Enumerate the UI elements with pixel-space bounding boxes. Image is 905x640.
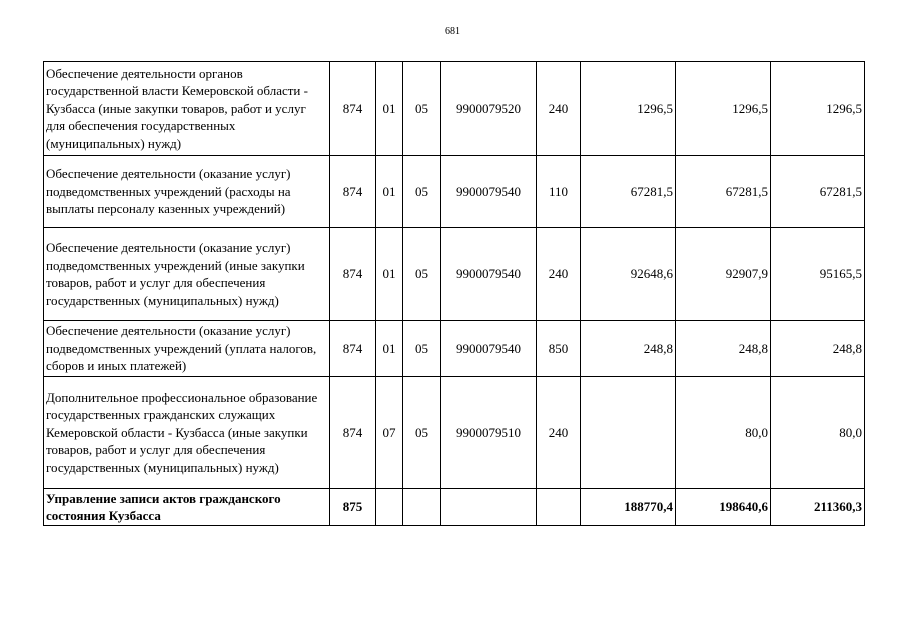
section-code-cell: 07 [376, 377, 403, 489]
expense-type-code-cell [537, 489, 581, 526]
table-row [44, 321, 865, 377]
amount-year3-cell: 80,0 [771, 377, 865, 489]
subsection-code-cell: 05 [403, 377, 441, 489]
department-code-cell: 875 [330, 489, 376, 526]
row-name-cell: Обеспечение деятельности (оказание услуг) подведомственных учреждений (расходы на выплаты персоналу казенных учреждений) [44, 156, 330, 228]
subsection-code-cell [403, 489, 441, 526]
subsection-code-cell: 05 [403, 321, 441, 377]
target-item-code-cell: 9900079510 [441, 377, 537, 489]
row-name-cell: Обеспечение деятельности (оказание услуг) подведомственных учреждений (уплата налогов, сборов и иных платежей) [44, 321, 330, 377]
amount-year2-cell: 92907,9 [676, 228, 771, 321]
target-item-code-cell: 9900079540 [441, 228, 537, 321]
department-code-cell: 874 [330, 321, 376, 377]
amount-year1-cell: 248,8 [581, 321, 676, 377]
amount-year3-cell: 211360,3 [771, 489, 865, 526]
row-name-cell: Обеспечение деятельности (оказание услуг) подведомственных учреждений (иные закупки товаров, работ и услуг для обеспечения государственных (муниципальных) нужд) [44, 228, 330, 321]
subsection-code-cell: 05 [403, 228, 441, 321]
section-code-cell: 01 [376, 156, 403, 228]
department-code-cell: 874 [330, 377, 376, 489]
amount-year2-cell: 248,8 [676, 321, 771, 377]
department-code-cell: 874 [330, 228, 376, 321]
section-code-cell: 01 [376, 228, 403, 321]
amount-year3-cell: 95165,5 [771, 228, 865, 321]
amount-year2-cell: 1296,5 [676, 62, 771, 156]
amount-year1-cell [581, 377, 676, 489]
table-row-total [44, 489, 865, 526]
amount-year2-cell: 67281,5 [676, 156, 771, 228]
expense-type-code-cell: 240 [537, 62, 581, 156]
target-item-code-cell: 9900079520 [441, 62, 537, 156]
amount-year3-cell: 248,8 [771, 321, 865, 377]
amount-year1-cell: 67281,5 [581, 156, 676, 228]
department-code-cell: 874 [330, 62, 376, 156]
table-row [44, 62, 865, 156]
amount-year1-cell: 1296,5 [581, 62, 676, 156]
table-row [44, 156, 865, 228]
expense-type-code-cell: 240 [537, 228, 581, 321]
section-code-cell: 01 [376, 62, 403, 156]
target-item-code-cell: 9900079540 [441, 156, 537, 228]
target-item-code-cell [441, 489, 537, 526]
row-name-cell: Управление записи актов гражданского состояния Кузбасса [44, 489, 330, 526]
row-name-cell: Дополнительное профессиональное образование государственных гражданских служащих Кемеровской области - Кузбасса (иные закупки товаров, работ и услуг для обеспечения государственных (муниципальных) нужд) [44, 377, 330, 489]
amount-year3-cell: 67281,5 [771, 156, 865, 228]
amount-year3-cell: 1296,5 [771, 62, 865, 156]
amount-year2-cell: 198640,6 [676, 489, 771, 526]
expense-type-code-cell: 110 [537, 156, 581, 228]
amount-year1-cell: 92648,6 [581, 228, 676, 321]
department-code-cell: 874 [330, 156, 376, 228]
section-code-cell: 01 [376, 321, 403, 377]
section-code-cell [376, 489, 403, 526]
budget-table [43, 61, 865, 526]
target-item-code-cell: 9900079540 [441, 321, 537, 377]
page-number: 681 [445, 26, 460, 37]
expense-type-code-cell: 240 [537, 377, 581, 489]
subsection-code-cell: 05 [403, 156, 441, 228]
expense-type-code-cell: 850 [537, 321, 581, 377]
table-row [44, 228, 865, 321]
amount-year1-cell: 188770,4 [581, 489, 676, 526]
row-name-cell: Обеспечение деятельности органов государственной власти Кемеровской области - Кузбасса (иные закупки товаров, работ и услуг для обеспечения государственных (муниципальных) нужд) [44, 62, 330, 156]
subsection-code-cell: 05 [403, 62, 441, 156]
table-row [44, 377, 865, 489]
amount-year2-cell: 80,0 [676, 377, 771, 489]
